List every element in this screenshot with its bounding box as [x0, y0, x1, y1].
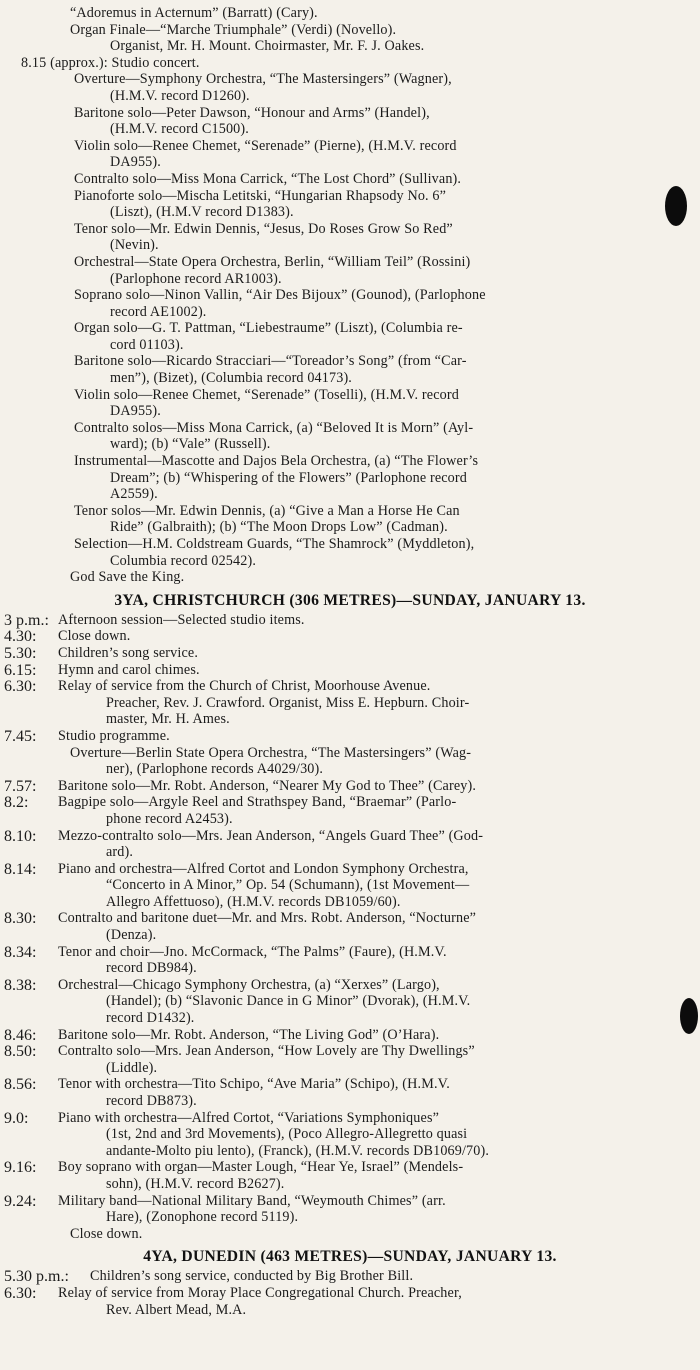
text-line: Tenor solo—Mr. Edwin Dennis, “Jesus, Do Roses Grow So Red”	[74, 220, 453, 237]
schedule-entry	[4, 1110, 700, 1160]
entry-time: 8.50:	[4, 1043, 37, 1061]
entry-time: 6.15:	[4, 661, 37, 679]
schedule-entry	[4, 861, 700, 911]
station-heading-dunedin: 4YA, DUNEDIN (463 METRES)—SUNDAY, JANUARY 13.	[143, 1248, 557, 1266]
entry-text-line: (Liddle).	[106, 1059, 158, 1076]
text-line: Tenor solos—Mr. Edwin Dennis, (a) “Give a Man a Horse He Can	[74, 502, 460, 519]
schedule-entry	[4, 678, 700, 728]
entry-text-line: Contralto solo—Mrs. Jean Anderson, “How Lovely are Thy Dwellings”	[58, 1043, 475, 1060]
text-line: DA955).	[110, 403, 161, 420]
entry-text-line: record D1432).	[106, 1010, 195, 1027]
entry-text-line: sohn), (H.M.V. record B2627).	[106, 1175, 285, 1192]
text-line: Organist, Mr. H. Mount. Choirmaster, Mr. F. J. Oakes.	[110, 38, 425, 55]
entry-time: 8.38:	[4, 976, 37, 994]
entry-text-line: Contralto and baritone duet—Mr. and Mrs. Robt. Anderson, “Nocturne”	[58, 910, 477, 927]
text-line: Columbia record 02542).	[110, 552, 257, 569]
entry-text-line: Close down.	[58, 628, 131, 645]
text-line: (Liszt), (H.M.V record D1383).	[110, 204, 294, 221]
schedule-entry	[4, 628, 700, 645]
text-line: Violin solo—Renee Chemet, “Serenade” (Pierne), (H.M.V. record	[74, 137, 457, 154]
entry-time: 8.10:	[4, 827, 37, 845]
entry-time: 8.56:	[4, 1076, 37, 1094]
entry-text-line: Mezzo-contralto solo—Mrs. Jean Anderson, “Angels Guard Thee” (God-	[58, 827, 484, 844]
entry-text-line: Relay of service from the Church of Christ, Moorhouse Avenue.	[58, 678, 431, 695]
entry-text-line: Boy soprano with organ—Master Lough, “Hear Ye, Israel” (Mendels-	[58, 1159, 464, 1176]
entry-text-line: Tenor and choir—Jno. McCormack, “The Palms” (Faure), (H.M.V.	[58, 943, 447, 960]
entry-time: 3 p.m.:	[4, 611, 49, 629]
entry-time: 8.30:	[4, 910, 37, 928]
entry-text-line: Orchestral—Chicago Symphony Orchestra, (a) “Xerxes” (Largo),	[58, 976, 440, 993]
entry-time: 9.16:	[4, 1159, 37, 1177]
schedule-entry	[4, 977, 700, 1027]
text-line: Baritone solo—Peter Dawson, “Honour and Arms” (Handel),	[74, 104, 430, 121]
entry-text-line: Baritone solo—Mr. Robt. Anderson, “The Living God” (O’Hara).	[58, 1026, 440, 1043]
text-line: Dream”; (b) “Whispering of the Flowers” (Parlophone record	[110, 469, 467, 486]
schedule-entry	[4, 1159, 700, 1192]
entry-text-line: Hare), (Zonophone record 5119).	[106, 1209, 299, 1226]
text-line: Ride” (Galbraith); (b) “The Moon Drops Low” (Cadman).	[110, 519, 448, 536]
text-line: Instrumental—Mascotte and Dajos Bela Orchestra, (a) “The Flower’s	[74, 453, 479, 470]
entry-text-line: Baritone solo—Mr. Robt. Anderson, “Nearer My God to Thee” (Carey).	[58, 777, 477, 794]
schedule-entry	[4, 1043, 700, 1076]
entry-text-line: Piano with orchestra—Alfred Cortot, “Variations Symphoniques”	[58, 1109, 440, 1126]
entry-text-line: (1st, 2nd and 3rd Movements), (Poco Allegro-Allegretto quasi	[106, 1126, 468, 1143]
entry-text-line: Children’s song service.	[58, 644, 199, 661]
text-line: (Nevin).	[110, 237, 159, 254]
text-line: Selection—H.M. Coldstream Guards, “The Shamrock” (Myddleton),	[74, 536, 475, 552]
schedule-entry	[4, 645, 700, 662]
entry-text-line: Tenor with orchestra—Tito Schipo, “Ave Maria” (Schipo), (H.M.V.	[58, 1076, 450, 1093]
schedule-entry	[4, 662, 700, 679]
text-line: Pianoforte solo—Mischa Letitski, “Hungarian Rhapsody No. 6”	[74, 187, 447, 204]
schedule-entry	[4, 910, 700, 943]
entry-time: 7.45:	[4, 727, 37, 745]
entry-text-line: (Handel); (b) “Slavonic Dance in G Minor” (Dvorak), (H.M.V.	[106, 993, 471, 1010]
entry-time: 6.30:	[4, 678, 37, 696]
entry-text-line: Allegro Affettuoso), (H.M.V. records DB1059/60).	[106, 893, 401, 910]
text-line: (Parlophone record AR1003).	[110, 270, 282, 287]
text-line: “Adoremus in Acternum” (Barratt) (Cary).	[70, 5, 318, 21]
schedule-entry	[4, 745, 700, 778]
text-line: Soprano solo—Ninon Vallin, “Air Des Bijoux” (Gounod), (Parlophone	[74, 287, 486, 304]
entry-text-line: Relay of service from Moray Place Congregational Church. Preacher,	[58, 1284, 462, 1301]
text-line: A2559).	[110, 486, 158, 503]
text-line: Organ Finale—“Marche Triumphale” (Verdi) (Novello).	[70, 21, 397, 38]
program-lines	[0, 5, 700, 586]
station-heading-christchurch: 3YA, CHRISTCHURCH (306 METRES)—SUNDAY, JANUARY 13.	[114, 591, 586, 609]
entry-text-line: ard).	[106, 844, 134, 861]
entry-text-line: Bagpipe solo—Argyle Reel and Strathspey Band, “Braemar” (Parlo-	[58, 794, 457, 811]
text-line: (H.M.V. record D1260).	[110, 87, 250, 104]
entry-text-line: Overture—Berlin State Opera Orchestra, “The Mastersingers” (Wag-	[70, 744, 472, 761]
schedule-entry	[4, 728, 700, 745]
schedule-entry	[4, 944, 700, 977]
dunedin-program	[0, 1246, 700, 1318]
entry-text-line: “Concerto in A Minor,” Op. 54 (Schumann), (1st Movement—	[106, 877, 470, 894]
text-line: Violin solo—Renee Chemet, “Serenade” (Toselli), (H.M.V. record	[74, 386, 459, 403]
entry-text-line: master, Mr. H. Ames.	[106, 711, 230, 728]
text-line: DA955).	[110, 154, 161, 171]
entry-text-line: Hymn and carol chimes.	[58, 661, 200, 678]
text-line: God Save the King.	[70, 569, 185, 586]
schedule-entry	[4, 612, 700, 629]
text-line: men”), (Bizet), (Columbia record 04173).	[110, 370, 352, 387]
text-line: Contralto solo—Miss Mona Carrick, “The Lost Chord” (Sullivan).	[74, 170, 462, 187]
entry-time: 5.30:	[4, 644, 37, 662]
text-line: Overture—Symphony Orchestra, “The Mastersingers” (Wagner),	[74, 71, 452, 88]
text-line: cord 01103).	[110, 336, 184, 353]
schedule-list	[0, 1268, 700, 1318]
entry-time: 8.2:	[4, 794, 29, 812]
christchurch-program	[0, 590, 700, 1243]
schedule-entry	[4, 1193, 700, 1226]
entry-time: 7.57:	[4, 777, 37, 795]
entry-text-line: ner), (Parlophone records A4029/30).	[106, 761, 324, 778]
entry-time: 4.30:	[4, 628, 37, 646]
entry-text-line: Rev. Albert Mead, M.A.	[106, 1301, 247, 1318]
entry-time: 8.34:	[4, 943, 37, 961]
entry-text-line: Studio programme.	[58, 727, 170, 744]
entry-text-line: andante-Molto piu lento), (Franck), (H.M.V. records DB1069/70).	[106, 1142, 490, 1159]
text-line: Baritone solo—Ricardo Stracciari—“Toreador’s Song” (from “Car-	[74, 353, 467, 370]
entry-text-line: record DB873).	[106, 1093, 197, 1109]
entry-text-line: Military band—National Military Band, “Weymouth Chimes” (arr.	[58, 1192, 446, 1209]
text-line: record AE1002).	[110, 303, 207, 320]
entry-time: 6.30:	[4, 1284, 37, 1302]
entry-text-line: Preacher, Rev. J. Crawford. Organist, Miss E. Hepburn. Choir-	[106, 694, 470, 711]
schedule-entry	[4, 828, 700, 861]
entry-time: 9.24:	[4, 1192, 37, 1210]
schedule-list	[0, 612, 700, 1243]
text-line: Organ solo—G. T. Pattman, “Liebestraume” (Liszt), (Columbia re-	[74, 320, 463, 337]
schedule-entry	[4, 1226, 700, 1243]
schedule-entry	[4, 1268, 700, 1285]
text-line: Contralto solos—Miss Mona Carrick, (a) “Beloved It is Morn” (Ayl-	[74, 419, 474, 436]
entry-text-line: record DB984).	[106, 960, 197, 977]
entry-time: 9.0:	[4, 1109, 29, 1127]
text-line: ward); (b) “Vale” (Russell).	[110, 436, 271, 453]
entry-time: 8.14:	[4, 860, 37, 878]
schedule-entry	[4, 1076, 700, 1109]
entry-time: 8.46:	[4, 1026, 37, 1044]
entry-text-line: Children’s song service, conducted by Big Brother Bill.	[90, 1268, 414, 1285]
text-line: Orchestral—State Opera Orchestra, Berlin, “William Teil” (Rossini)	[74, 253, 471, 270]
schedule-entry	[4, 1285, 700, 1318]
entry-text-line: phone record A2453).	[106, 810, 233, 827]
entry-text-line: Afternoon session—Selected studio items.	[58, 611, 305, 628]
schedule-entry	[4, 794, 700, 827]
schedule-entry	[4, 778, 700, 795]
entry-text-line: (Denza).	[106, 927, 157, 944]
text-line: (H.M.V. record C1500).	[110, 121, 249, 138]
entry-time: 5.30 p.m.:	[4, 1268, 69, 1286]
prior-station-program	[0, 0, 700, 586]
schedule-entry	[4, 1027, 700, 1044]
entry-text-line: Piano and orchestra—Alfred Cortot and London Symphony Orchestra,	[58, 860, 469, 877]
text-line: 8.15 (approx.): Studio concert.	[21, 54, 200, 71]
entry-text-line: Close down.	[70, 1225, 143, 1242]
